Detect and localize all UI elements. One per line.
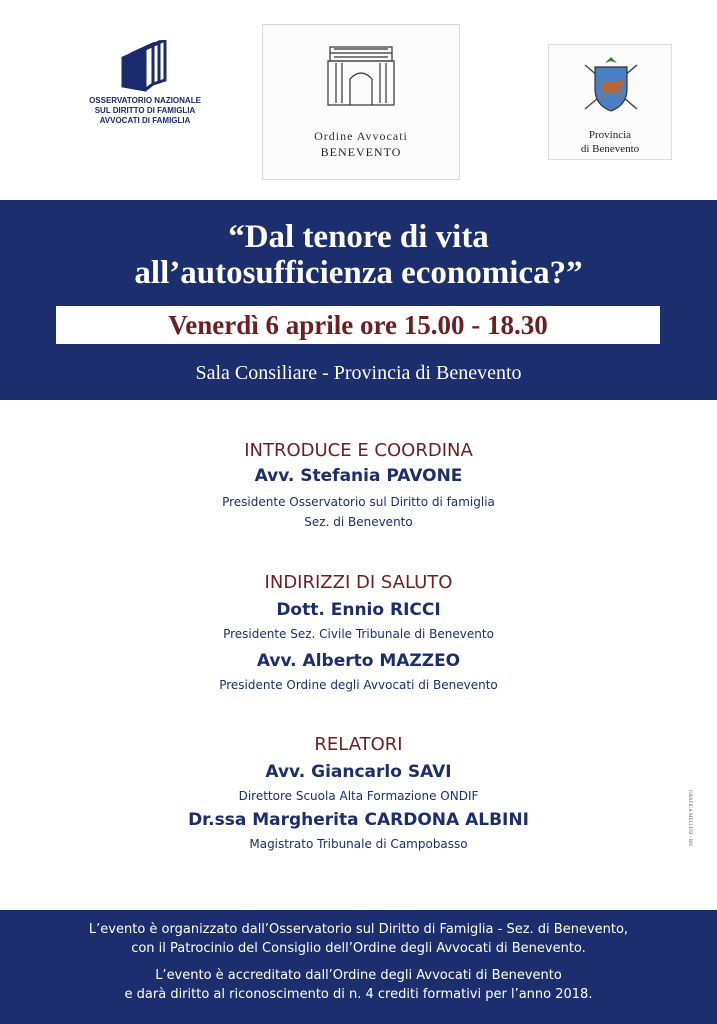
ondif-line1: OSSERVATORIO NAZIONALE	[89, 96, 201, 105]
provincia-logo	[548, 44, 672, 160]
ondif-line3: AVVOCATI DI FAMIGLIA	[99, 116, 191, 125]
ondif-books-icon	[115, 40, 175, 96]
ondif-line2: SUL DIRITTO DI FAMIGLIA	[94, 106, 196, 115]
relatori-speaker-name: Dr.ssa Margherita CARDONA ALBINI	[188, 810, 529, 830]
introduce-role-line2: Sez. di Benevento	[304, 515, 413, 529]
graphic-credit-text: GRAFICA MELLUSI - BN	[687, 790, 692, 846]
relatori-speaker-name: Avv. Giancarlo SAVI	[265, 762, 452, 782]
logo-header	[0, 0, 717, 200]
relatori-speaker-role: Magistrato Tribunale di Campobasso	[249, 837, 468, 851]
ordine-line2: BENEVENTO	[320, 145, 402, 159]
saluti-speaker-role: Presidente Ordine degli Avvocati di Benevento	[219, 678, 498, 692]
graphic-credit	[683, 790, 693, 870]
saluti-speaker-name: Avv. Alberto MAZZEO	[256, 651, 461, 671]
event-title-line2: all’autosufficienza economica?”	[134, 255, 583, 291]
footer-band	[0, 910, 717, 1024]
footer-line2: con il Patrocinio del Consiglio dell’Ordine degli Avvocati di Benevento.	[131, 941, 586, 956]
arch-of-trajan-icon	[326, 45, 396, 107]
title-band	[0, 200, 717, 400]
ondif-logo	[70, 40, 220, 126]
provincia-crest-icon	[581, 49, 641, 125]
event-title-line1: “Dal tenore di vita	[228, 219, 489, 255]
relatori-speaker-role: Direttore Scuola Alta Formazione ONDIF	[238, 789, 479, 803]
saluti-speaker-role: Presidente Sez. Civile Tribunale di Benevento	[223, 627, 494, 641]
introduce-name: Avv. Stefania PAVONE	[254, 466, 463, 486]
ordine-line1: Ordine Avvocati	[314, 129, 408, 143]
provincia-line2: di Benevento	[580, 143, 640, 155]
event-date-box	[56, 306, 660, 344]
event-date: Venerdì 6 aprile ore 15.00 - 18.30	[168, 310, 548, 340]
footer-line3: L’evento è accreditato dall’Ordine degli Avvocati di Benevento	[155, 968, 562, 983]
footer-line4: e darà diritto al riconoscimento di n. 4 crediti formativi per l’anno 2018.	[124, 987, 593, 1002]
provincia-line1: Provincia	[588, 129, 632, 141]
saluti-speaker-name: Dott. Ennio RICCI	[276, 600, 441, 620]
introduce-role-line1: Presidente Osservatorio sul Diritto di famiglia	[222, 495, 495, 509]
saluti-heading: INDIRIZZI DI SALUTO	[264, 572, 453, 593]
ordine-avvocati-logo	[262, 24, 460, 180]
relatori-heading: RELATORI	[314, 734, 403, 755]
introduce-heading: INTRODUCE E COORDINA	[244, 440, 473, 461]
event-venue: Sala Consiliare - Provincia di Benevento	[195, 362, 522, 384]
footer-line1: L’evento è organizzato dall’Osservatorio sul Diritto di Famiglia - Sez. di Benevento,	[88, 922, 629, 937]
